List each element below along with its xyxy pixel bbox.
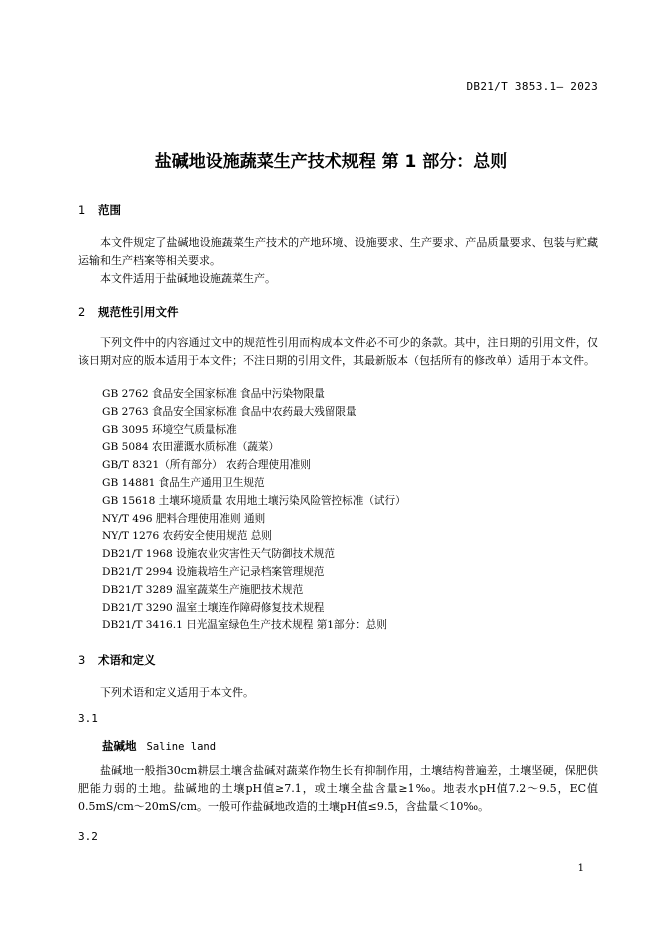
section-1-heading (78, 202, 121, 218)
section-2-heading (78, 304, 179, 320)
terms-intro-paragraph: 下列术语和定义适用于本文件。 (100, 686, 254, 699)
scope-paragraph-2: 本文件适用于盐碱地设施蔬菜生产。 (100, 272, 276, 285)
section-number: 2 (78, 305, 86, 319)
reference-item: GB 5084 农田灌溉水质标准（蔬菜） (102, 441, 280, 454)
term-heading (102, 738, 216, 754)
reference-item: GB 3095 环境空气质量标准 (102, 423, 237, 436)
reference-item: GB 2762 食品安全国家标准 食品中污染物限量 (102, 388, 325, 400)
section-number: 3 (78, 653, 86, 667)
reference-item: DB21/T 3289 温室蔬菜生产施肥技术规范 (102, 583, 304, 596)
reference-item: GB/T 8321（所有部分） 农药合理使用准则 (102, 459, 311, 472)
reference-item: GB 15618 土壤环境质量 农用地土壤污染风险管控标准（试行） (102, 494, 406, 507)
section-title: 规范性引用文件 (98, 305, 179, 319)
reference-item: DB21/T 3290 温室土壤连作障碍修复技术规程 (102, 601, 325, 614)
reference-item: NY/T 496 肥料合理使用准则 通则 (102, 512, 266, 525)
section-number: 1 (78, 203, 86, 217)
reference-item: DB21/T 2994 设施栽培生产记录档案管理规范 (102, 565, 325, 578)
normative-references-list (102, 386, 406, 635)
clause-number-3-1: 3.1 (78, 712, 98, 725)
term-english: Saline land (146, 741, 217, 753)
page-number: 1 (577, 863, 584, 874)
clause-number-3-2: 3.2 (78, 830, 98, 843)
section-title: 范围 (98, 203, 121, 217)
document-title: 盐碱地设施蔬菜生产技术规程 第 1 部分：总则 (154, 152, 508, 172)
scope-paragraph-1: 本文件规定了盐碱地设施蔬菜生产技术的产地环境、设施要求、生产要求、产品质量要求、包装与贮藏运输和生产档案等相关要求。 (78, 236, 598, 267)
reference-item: NY/T 1276 农药安全使用规范 总则 (102, 530, 272, 543)
reference-item: GB 2763 食品安全国家标准 食品中农药最大残留限量 (102, 405, 357, 418)
section-3-heading (78, 652, 156, 668)
term-definition-paragraph: 盐碱地一般指30cm耕层土壤含盐碱对蔬菜作物生长有抑制作用，土壤结构普遍差，土壤坚硬，保肥供肥能力弱的土地。盐碱地的土壤pH值≥7.1，或土壤全盐含量≥1‰。地表水pH值7.2～9.5，EC值0.5mS/cm～20mS/cm。一般可作盐碱地改造的土壤pH值≤9.5，含盐量＜10‰。 (78, 764, 598, 813)
references-intro-paragraph: 下列文件中的内容通过文中的规范性引用而构成本文件必不可少的条款。其中，注日期的引用文件，仅该日期对应的版本适用于本文件；不注日期的引用文件，其最新版本（包括所有的修改单）适用于本文件。 (78, 336, 598, 367)
reference-item: DB21/T 3416.1 日光温室绿色生产技术规程 第1部分：总则 (102, 619, 387, 632)
term-chinese: 盐碱地 (102, 739, 137, 753)
reference-item: DB21/T 1968 设施农业灾害性天气防御技术规范 (102, 548, 335, 561)
reference-item: GB 14881 食品生产通用卫生规范 (102, 476, 265, 489)
section-title: 术语和定义 (98, 653, 156, 667)
document-code: DB21/T 3853.1— 2023 (466, 80, 598, 93)
